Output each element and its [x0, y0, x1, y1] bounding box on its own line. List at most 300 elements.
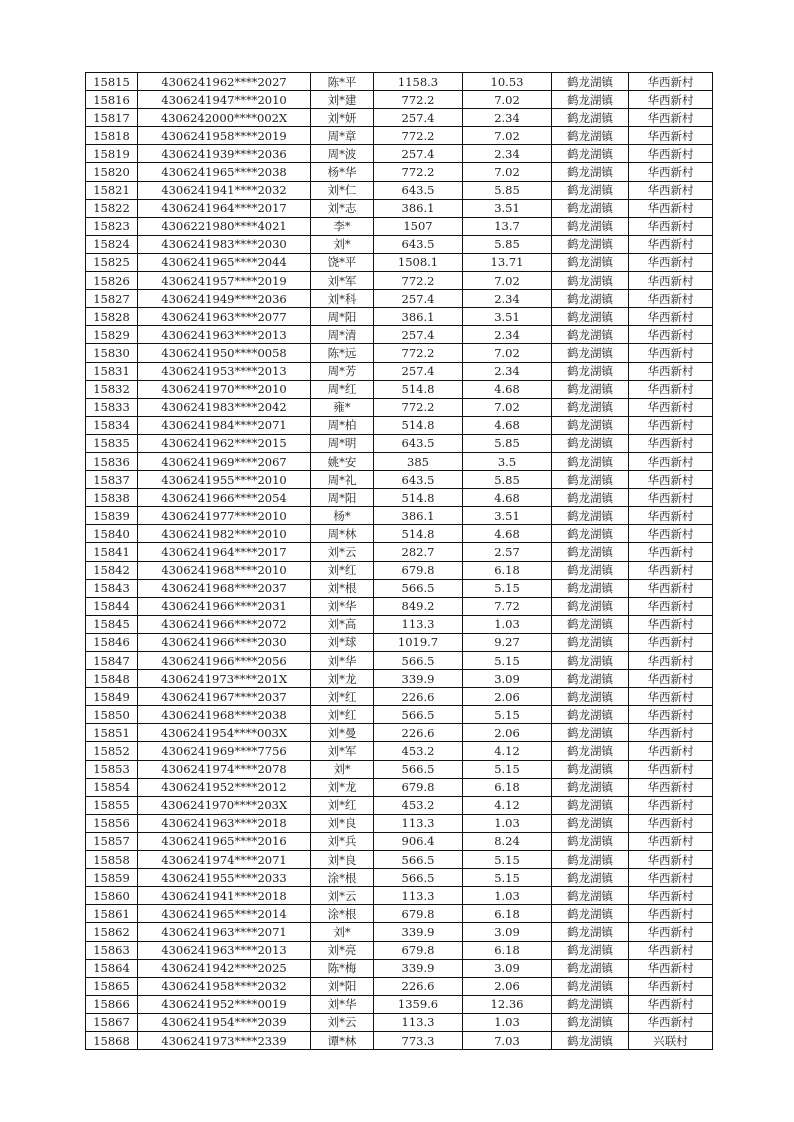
- cell-name: 涂*根: [311, 905, 374, 923]
- cell-area: 5.15: [463, 760, 552, 778]
- cell-area: 6.18: [463, 778, 552, 796]
- cell-village: 华西新村: [629, 127, 713, 145]
- cell-id-number: 4306241970****2010: [138, 380, 311, 398]
- cell-row-number: 15823: [86, 217, 138, 235]
- cell-area: 4.68: [463, 525, 552, 543]
- cell-id-number: 4306241950****0058: [138, 344, 311, 362]
- cell-town: 鹤龙湖镇: [552, 760, 629, 778]
- cell-row-number: 15819: [86, 145, 138, 163]
- cell-area: 10.53: [463, 73, 552, 91]
- cell-area: 7.72: [463, 597, 552, 615]
- cell-row-number: 15845: [86, 615, 138, 633]
- cell-row-number: 15861: [86, 905, 138, 923]
- cell-amount: 386.1: [374, 308, 463, 326]
- cell-row-number: 15815: [86, 73, 138, 91]
- cell-amount: 257.4: [374, 290, 463, 308]
- cell-name: 刘*: [311, 235, 374, 253]
- table-row: [86, 832, 713, 850]
- cell-name: 刘*志: [311, 199, 374, 217]
- cell-town: 鹤龙湖镇: [552, 724, 629, 742]
- cell-village: 华西新村: [629, 869, 713, 887]
- cell-row-number: 15832: [86, 380, 138, 398]
- cell-id-number: 4306241984****2071: [138, 416, 311, 434]
- cell-area: 2.34: [463, 145, 552, 163]
- table-row: [86, 597, 713, 615]
- cell-id-number: 4306241966****2056: [138, 652, 311, 670]
- cell-area: 3.09: [463, 923, 552, 941]
- cell-row-number: 15822: [86, 199, 138, 217]
- cell-area: 7.02: [463, 272, 552, 290]
- table-row: [86, 91, 713, 109]
- table-row: [86, 290, 713, 308]
- cell-village: 华西新村: [629, 941, 713, 959]
- cell-row-number: 15828: [86, 308, 138, 326]
- table-row: [86, 127, 713, 145]
- cell-amount: 566.5: [374, 579, 463, 597]
- table-row: [86, 760, 713, 778]
- cell-area: 12.36: [463, 995, 552, 1013]
- cell-id-number: 4306241965****2016: [138, 832, 311, 850]
- cell-village: 华西新村: [629, 525, 713, 543]
- cell-area: 13.7: [463, 217, 552, 235]
- table-row: [86, 471, 713, 489]
- cell-id-number: 4306241963****2071: [138, 923, 311, 941]
- cell-name: 杨*: [311, 507, 374, 525]
- cell-id-number: 4306241967****2037: [138, 688, 311, 706]
- cell-village: 华西新村: [629, 1013, 713, 1031]
- cell-village: 华西新村: [629, 742, 713, 760]
- cell-amount: 514.8: [374, 525, 463, 543]
- cell-name: 周*波: [311, 145, 374, 163]
- cell-amount: 643.5: [374, 181, 463, 199]
- cell-village: 华西新村: [629, 163, 713, 181]
- cell-village: 华西新村: [629, 995, 713, 1013]
- cell-amount: 679.8: [374, 778, 463, 796]
- cell-name: 周*清: [311, 326, 374, 344]
- table-row: [86, 507, 713, 525]
- cell-row-number: 15833: [86, 398, 138, 416]
- cell-row-number: 15866: [86, 995, 138, 1013]
- cell-amount: 257.4: [374, 362, 463, 380]
- cell-name: 周*芳: [311, 362, 374, 380]
- cell-area: 4.12: [463, 742, 552, 760]
- table-row: [86, 380, 713, 398]
- cell-village: 华西新村: [629, 597, 713, 615]
- cell-amount: 226.6: [374, 724, 463, 742]
- table-row: [86, 1013, 713, 1031]
- cell-village: 华西新村: [629, 579, 713, 597]
- cell-name: 刘*: [311, 760, 374, 778]
- cell-amount: 772.2: [374, 127, 463, 145]
- cell-area: 5.15: [463, 652, 552, 670]
- cell-village: 华西新村: [629, 290, 713, 308]
- cell-name: 周*章: [311, 127, 374, 145]
- records-table: [85, 72, 713, 1050]
- cell-amount: 339.9: [374, 670, 463, 688]
- table-row: [86, 851, 713, 869]
- cell-area: 2.06: [463, 977, 552, 995]
- cell-amount: 1359.6: [374, 995, 463, 1013]
- cell-village: 华西新村: [629, 398, 713, 416]
- cell-name: 陈*平: [311, 73, 374, 91]
- cell-name: 刘*红: [311, 796, 374, 814]
- cell-amount: 339.9: [374, 959, 463, 977]
- cell-name: 刘*龙: [311, 778, 374, 796]
- cell-name: 刘*红: [311, 561, 374, 579]
- cell-row-number: 15838: [86, 489, 138, 507]
- cell-town: 鹤龙湖镇: [552, 73, 629, 91]
- table-row: [86, 253, 713, 271]
- cell-name: 刘*军: [311, 272, 374, 290]
- cell-row-number: 15834: [86, 416, 138, 434]
- cell-town: 鹤龙湖镇: [552, 416, 629, 434]
- cell-row-number: 15865: [86, 977, 138, 995]
- cell-amount: 113.3: [374, 887, 463, 905]
- cell-amount: 643.5: [374, 434, 463, 452]
- cell-town: 鹤龙湖镇: [552, 832, 629, 850]
- cell-row-number: 15868: [86, 1031, 138, 1049]
- cell-id-number: 4306241939****2036: [138, 145, 311, 163]
- cell-name: 雍*: [311, 398, 374, 416]
- cell-area: 7.02: [463, 344, 552, 362]
- table-row: [86, 670, 713, 688]
- cell-id-number: 4306241957****2019: [138, 272, 311, 290]
- cell-amount: 772.2: [374, 163, 463, 181]
- cell-area: 5.15: [463, 869, 552, 887]
- cell-name: 杨*华: [311, 163, 374, 181]
- cell-amount: 386.1: [374, 507, 463, 525]
- cell-name: 周*礼: [311, 471, 374, 489]
- cell-town: 鹤龙湖镇: [552, 742, 629, 760]
- cell-row-number: 15829: [86, 326, 138, 344]
- cell-name: 谭*林: [311, 1031, 374, 1049]
- cell-row-number: 15824: [86, 235, 138, 253]
- cell-area: 2.34: [463, 109, 552, 127]
- cell-village: 华西新村: [629, 362, 713, 380]
- cell-area: 3.51: [463, 199, 552, 217]
- cell-amount: 226.6: [374, 688, 463, 706]
- cell-name: 刘*云: [311, 1013, 374, 1031]
- cell-id-number: 4306241955****2010: [138, 471, 311, 489]
- cell-area: 9.27: [463, 633, 552, 651]
- cell-id-number: 4306241958****2019: [138, 127, 311, 145]
- cell-village: 华西新村: [629, 416, 713, 434]
- cell-town: 鹤龙湖镇: [552, 91, 629, 109]
- cell-name: 刘*良: [311, 814, 374, 832]
- table-row: [86, 73, 713, 91]
- table-body: [86, 73, 713, 1050]
- cell-row-number: 15826: [86, 272, 138, 290]
- cell-id-number: 4306241969****7756: [138, 742, 311, 760]
- cell-row-number: 15842: [86, 561, 138, 579]
- cell-row-number: 15853: [86, 760, 138, 778]
- cell-name: 周*阳: [311, 308, 374, 326]
- table-row: [86, 652, 713, 670]
- cell-town: 鹤龙湖镇: [552, 1013, 629, 1031]
- cell-name: 刘*云: [311, 543, 374, 561]
- cell-town: 鹤龙湖镇: [552, 1031, 629, 1049]
- cell-id-number: 4306241963****2077: [138, 308, 311, 326]
- cell-row-number: 15847: [86, 652, 138, 670]
- cell-town: 鹤龙湖镇: [552, 290, 629, 308]
- cell-area: 7.02: [463, 398, 552, 416]
- cell-id-number: 4306241965****2038: [138, 163, 311, 181]
- cell-village: 华西新村: [629, 344, 713, 362]
- cell-town: 鹤龙湖镇: [552, 543, 629, 561]
- cell-area: 5.15: [463, 579, 552, 597]
- table-row: [86, 706, 713, 724]
- cell-row-number: 15867: [86, 1013, 138, 1031]
- cell-id-number: 4306241954****2039: [138, 1013, 311, 1031]
- table-row: [86, 272, 713, 290]
- cell-row-number: 15820: [86, 163, 138, 181]
- cell-amount: 453.2: [374, 796, 463, 814]
- cell-amount: 282.7: [374, 543, 463, 561]
- cell-town: 鹤龙湖镇: [552, 199, 629, 217]
- cell-amount: 566.5: [374, 706, 463, 724]
- cell-id-number: 4306241982****2010: [138, 525, 311, 543]
- cell-town: 鹤龙湖镇: [552, 109, 629, 127]
- table-row: [86, 977, 713, 995]
- cell-row-number: 15856: [86, 814, 138, 832]
- cell-town: 鹤龙湖镇: [552, 362, 629, 380]
- cell-id-number: 4306241970****203X: [138, 796, 311, 814]
- cell-id-number: 4306241983****2030: [138, 235, 311, 253]
- cell-name: 刘*: [311, 923, 374, 941]
- table-row: [86, 869, 713, 887]
- table-row: [86, 199, 713, 217]
- cell-amount: 453.2: [374, 742, 463, 760]
- cell-name: 刘*良: [311, 851, 374, 869]
- cell-name: 刘*科: [311, 290, 374, 308]
- cell-row-number: 15846: [86, 633, 138, 651]
- cell-amount: 1019.7: [374, 633, 463, 651]
- cell-village: 华西新村: [629, 489, 713, 507]
- cell-village: 华西新村: [629, 235, 713, 253]
- cell-row-number: 15830: [86, 344, 138, 362]
- cell-row-number: 15816: [86, 91, 138, 109]
- cell-id-number: 4306241963****2018: [138, 814, 311, 832]
- cell-area: 3.51: [463, 308, 552, 326]
- cell-town: 鹤龙湖镇: [552, 452, 629, 470]
- table-row: [86, 814, 713, 832]
- cell-name: 刘*华: [311, 995, 374, 1013]
- cell-village: 华西新村: [629, 724, 713, 742]
- cell-name: 刘*华: [311, 597, 374, 615]
- cell-area: 2.34: [463, 290, 552, 308]
- cell-town: 鹤龙湖镇: [552, 887, 629, 905]
- cell-area: 6.18: [463, 941, 552, 959]
- cell-town: 鹤龙湖镇: [552, 778, 629, 796]
- cell-town: 鹤龙湖镇: [552, 923, 629, 941]
- cell-amount: 773.3: [374, 1031, 463, 1049]
- cell-row-number: 15843: [86, 579, 138, 597]
- cell-name: 刘*红: [311, 688, 374, 706]
- cell-town: 鹤龙湖镇: [552, 434, 629, 452]
- cell-id-number: 4306241941****2032: [138, 181, 311, 199]
- table-row: [86, 742, 713, 760]
- cell-id-number: 4306241974****2071: [138, 851, 311, 869]
- cell-village: 华西新村: [629, 181, 713, 199]
- table-row: [86, 235, 713, 253]
- cell-amount: 849.2: [374, 597, 463, 615]
- cell-area: 6.18: [463, 905, 552, 923]
- cell-row-number: 15836: [86, 452, 138, 470]
- cell-amount: 514.8: [374, 380, 463, 398]
- cell-area: 4.12: [463, 796, 552, 814]
- cell-id-number: 4306241941****2018: [138, 887, 311, 905]
- cell-amount: 566.5: [374, 869, 463, 887]
- cell-area: 6.18: [463, 561, 552, 579]
- table-row: [86, 109, 713, 127]
- cell-row-number: 15848: [86, 670, 138, 688]
- cell-row-number: 15839: [86, 507, 138, 525]
- cell-name: 姚*安: [311, 452, 374, 470]
- cell-id-number: 4306241969****2067: [138, 452, 311, 470]
- cell-row-number: 15817: [86, 109, 138, 127]
- cell-town: 鹤龙湖镇: [552, 127, 629, 145]
- cell-id-number: 4306242000****002X: [138, 109, 311, 127]
- table-row: [86, 561, 713, 579]
- cell-area: 2.57: [463, 543, 552, 561]
- cell-town: 鹤龙湖镇: [552, 959, 629, 977]
- table-row: [86, 181, 713, 199]
- cell-town: 鹤龙湖镇: [552, 579, 629, 597]
- cell-id-number: 4306241966****2031: [138, 597, 311, 615]
- cell-row-number: 15862: [86, 923, 138, 941]
- cell-amount: 679.8: [374, 941, 463, 959]
- table-row: [86, 615, 713, 633]
- cell-name: 刘*军: [311, 742, 374, 760]
- cell-amount: 772.2: [374, 398, 463, 416]
- cell-town: 鹤龙湖镇: [552, 905, 629, 923]
- cell-town: 鹤龙湖镇: [552, 489, 629, 507]
- cell-name: 刘*高: [311, 615, 374, 633]
- cell-id-number: 4306241968****2037: [138, 579, 311, 597]
- cell-town: 鹤龙湖镇: [552, 561, 629, 579]
- cell-id-number: 4306241983****2042: [138, 398, 311, 416]
- cell-area: 5.85: [463, 235, 552, 253]
- cell-area: 5.15: [463, 706, 552, 724]
- table-row: [86, 923, 713, 941]
- cell-town: 鹤龙湖镇: [552, 814, 629, 832]
- cell-name: 刘*兵: [311, 832, 374, 850]
- cell-village: 华西新村: [629, 615, 713, 633]
- cell-town: 鹤龙湖镇: [552, 344, 629, 362]
- cell-amount: 679.8: [374, 561, 463, 579]
- cell-id-number: 4306241965****2044: [138, 253, 311, 271]
- table-row: [86, 995, 713, 1013]
- cell-area: 1.03: [463, 887, 552, 905]
- cell-id-number: 4306241977****2010: [138, 507, 311, 525]
- cell-area: 5.15: [463, 851, 552, 869]
- cell-village: 华西新村: [629, 91, 713, 109]
- cell-amount: 113.3: [374, 1013, 463, 1031]
- table-row: [86, 398, 713, 416]
- cell-id-number: 4306241942****2025: [138, 959, 311, 977]
- cell-village: 华西新村: [629, 471, 713, 489]
- cell-id-number: 4306241973****2339: [138, 1031, 311, 1049]
- cell-amount: 772.2: [374, 91, 463, 109]
- cell-town: 鹤龙湖镇: [552, 597, 629, 615]
- cell-name: 刘*华: [311, 652, 374, 670]
- table-row: [86, 452, 713, 470]
- cell-area: 7.02: [463, 91, 552, 109]
- cell-row-number: 15858: [86, 851, 138, 869]
- table-row: [86, 688, 713, 706]
- cell-town: 鹤龙湖镇: [552, 633, 629, 651]
- cell-town: 鹤龙湖镇: [552, 796, 629, 814]
- cell-village: 华西新村: [629, 109, 713, 127]
- table-row: [86, 633, 713, 651]
- cell-row-number: 15835: [86, 434, 138, 452]
- cell-id-number: 4306241952****0019: [138, 995, 311, 1013]
- cell-id-number: 4306241955****2033: [138, 869, 311, 887]
- cell-id-number: 4306241974****2078: [138, 760, 311, 778]
- cell-id-number: 4306241947****2010: [138, 91, 311, 109]
- cell-town: 鹤龙湖镇: [552, 326, 629, 344]
- cell-name: 刘*亮: [311, 941, 374, 959]
- cell-village: 华西新村: [629, 905, 713, 923]
- cell-village: 华西新村: [629, 434, 713, 452]
- cell-id-number: 4306241965****2014: [138, 905, 311, 923]
- cell-id-number: 4306241952****2012: [138, 778, 311, 796]
- table-row: [86, 344, 713, 362]
- table-row: [86, 796, 713, 814]
- cell-name: 李*: [311, 217, 374, 235]
- cell-row-number: 15859: [86, 869, 138, 887]
- cell-village: 华西新村: [629, 253, 713, 271]
- cell-village: 华西新村: [629, 887, 713, 905]
- cell-town: 鹤龙湖镇: [552, 851, 629, 869]
- cell-amount: 514.8: [374, 489, 463, 507]
- cell-village: 华西新村: [629, 452, 713, 470]
- cell-village: 华西新村: [629, 760, 713, 778]
- cell-amount: 566.5: [374, 760, 463, 778]
- cell-area: 1.03: [463, 615, 552, 633]
- table-row: [86, 308, 713, 326]
- cell-village: 华西新村: [629, 507, 713, 525]
- cell-town: 鹤龙湖镇: [552, 507, 629, 525]
- cell-village: 华西新村: [629, 633, 713, 651]
- cell-name: 刘*阳: [311, 977, 374, 995]
- cell-id-number: 4306241963****2013: [138, 326, 311, 344]
- cell-area: 5.85: [463, 471, 552, 489]
- cell-id-number: 4306241954****003X: [138, 724, 311, 742]
- cell-name: 刘*建: [311, 91, 374, 109]
- cell-village: 华西新村: [629, 199, 713, 217]
- cell-row-number: 15857: [86, 832, 138, 850]
- cell-name: 刘*红: [311, 706, 374, 724]
- cell-town: 鹤龙湖镇: [552, 525, 629, 543]
- cell-area: 7.02: [463, 163, 552, 181]
- cell-amount: 514.8: [374, 416, 463, 434]
- cell-village: 华西新村: [629, 272, 713, 290]
- cell-id-number: 4306241964****2017: [138, 543, 311, 561]
- cell-row-number: 15860: [86, 887, 138, 905]
- cell-town: 鹤龙湖镇: [552, 471, 629, 489]
- cell-amount: 679.8: [374, 905, 463, 923]
- cell-name: 周*红: [311, 380, 374, 398]
- cell-village: 华西新村: [629, 977, 713, 995]
- cell-village: 华西新村: [629, 796, 713, 814]
- cell-amount: 772.2: [374, 344, 463, 362]
- table-row: [86, 489, 713, 507]
- cell-row-number: 15854: [86, 778, 138, 796]
- cell-row-number: 15841: [86, 543, 138, 561]
- cell-amount: 643.5: [374, 471, 463, 489]
- cell-village: 华西新村: [629, 923, 713, 941]
